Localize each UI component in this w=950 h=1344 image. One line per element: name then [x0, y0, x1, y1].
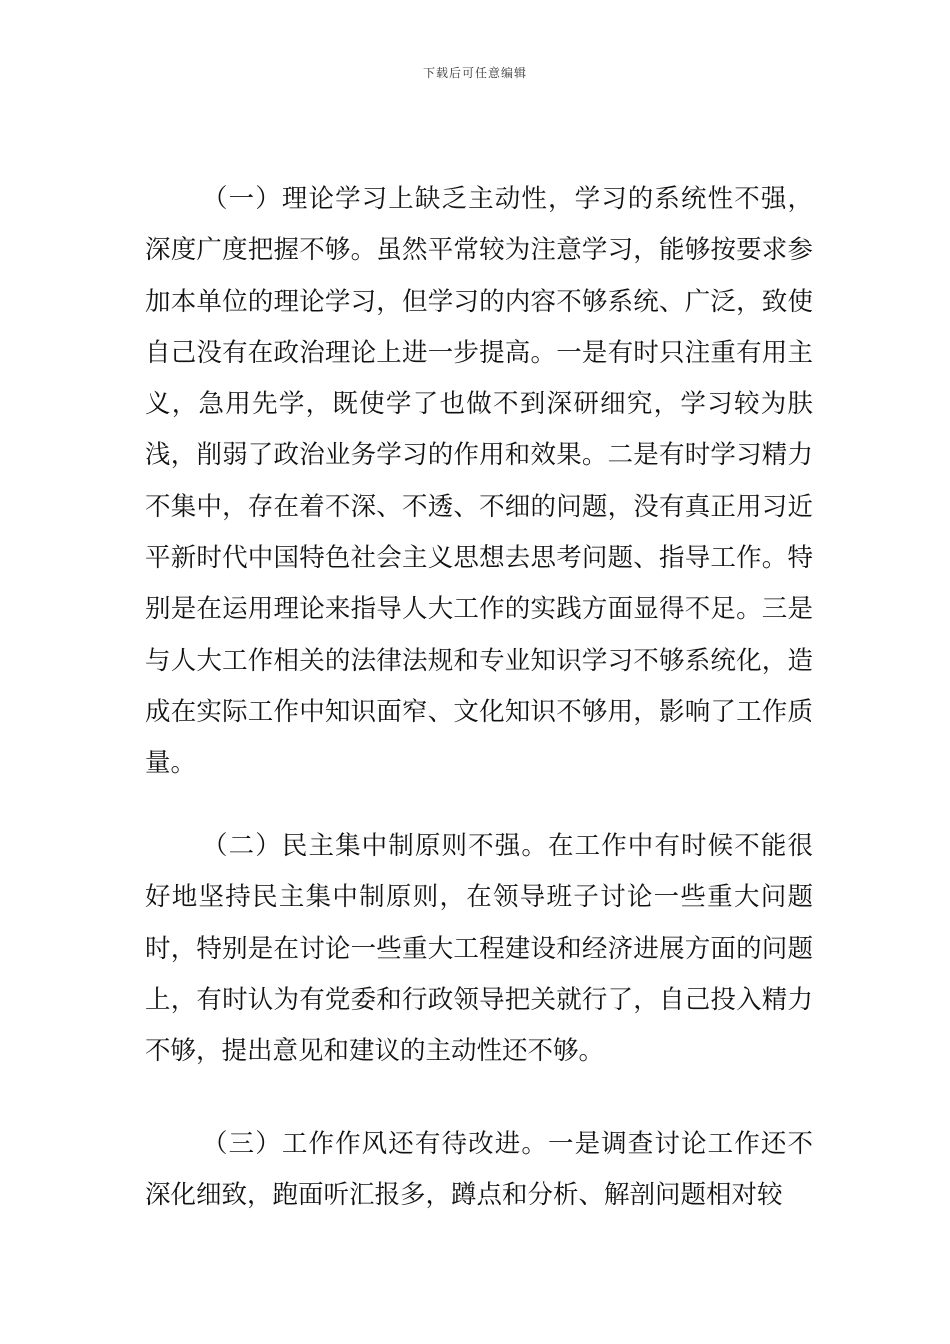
- paragraph-one: （一）理论学习上缺乏主动性，学习的系统性不强，深度广度把握不够。虽然平常较为注意学习，能够按要求参加本单位的理论学习，但学习的内容不够系统、广泛，致使自己没有在政治理论上进一步提高。一是有时只注重有用主义，急用先学，既使学了也做不到深研细究，学习较为肤浅，削弱了政治业务学习的作用和效果。二是有时学习精力不集中，存在着不深、不透、不细的问题，没有真正用习近平新时代中国特色社会主义思想去思考问题、指导工作。特别是在运用理论来指导人大工作的实践方面显得不足。三是与人大工作相关的法律法规和专业知识学习不够系统化，造成在实际工作中知识面窄、文化知识不够用，影响了工作质量。: [145, 184, 813, 779]
- paragraph-three: （三）工作作风还有待改进。一是调查讨论工作还不深化细致，跑面听汇报多，蹲点和分析、解剖问题相对较: [145, 1129, 813, 1211]
- page-header-note: 下载后可任意编辑: [422, 66, 527, 80]
- paragraph-two: （二）民主集中制原则不强。在工作中有时候不能很好地坚持民主集中制原则，在领导班子讨论一些重大问题时，特别是在讨论一些重大工程建设和经济进展方面的问题上，有时认为有党委和行政领导把关就行了，自己投入精力不够，提出意见和建议的主动性还不够。: [145, 831, 813, 1067]
